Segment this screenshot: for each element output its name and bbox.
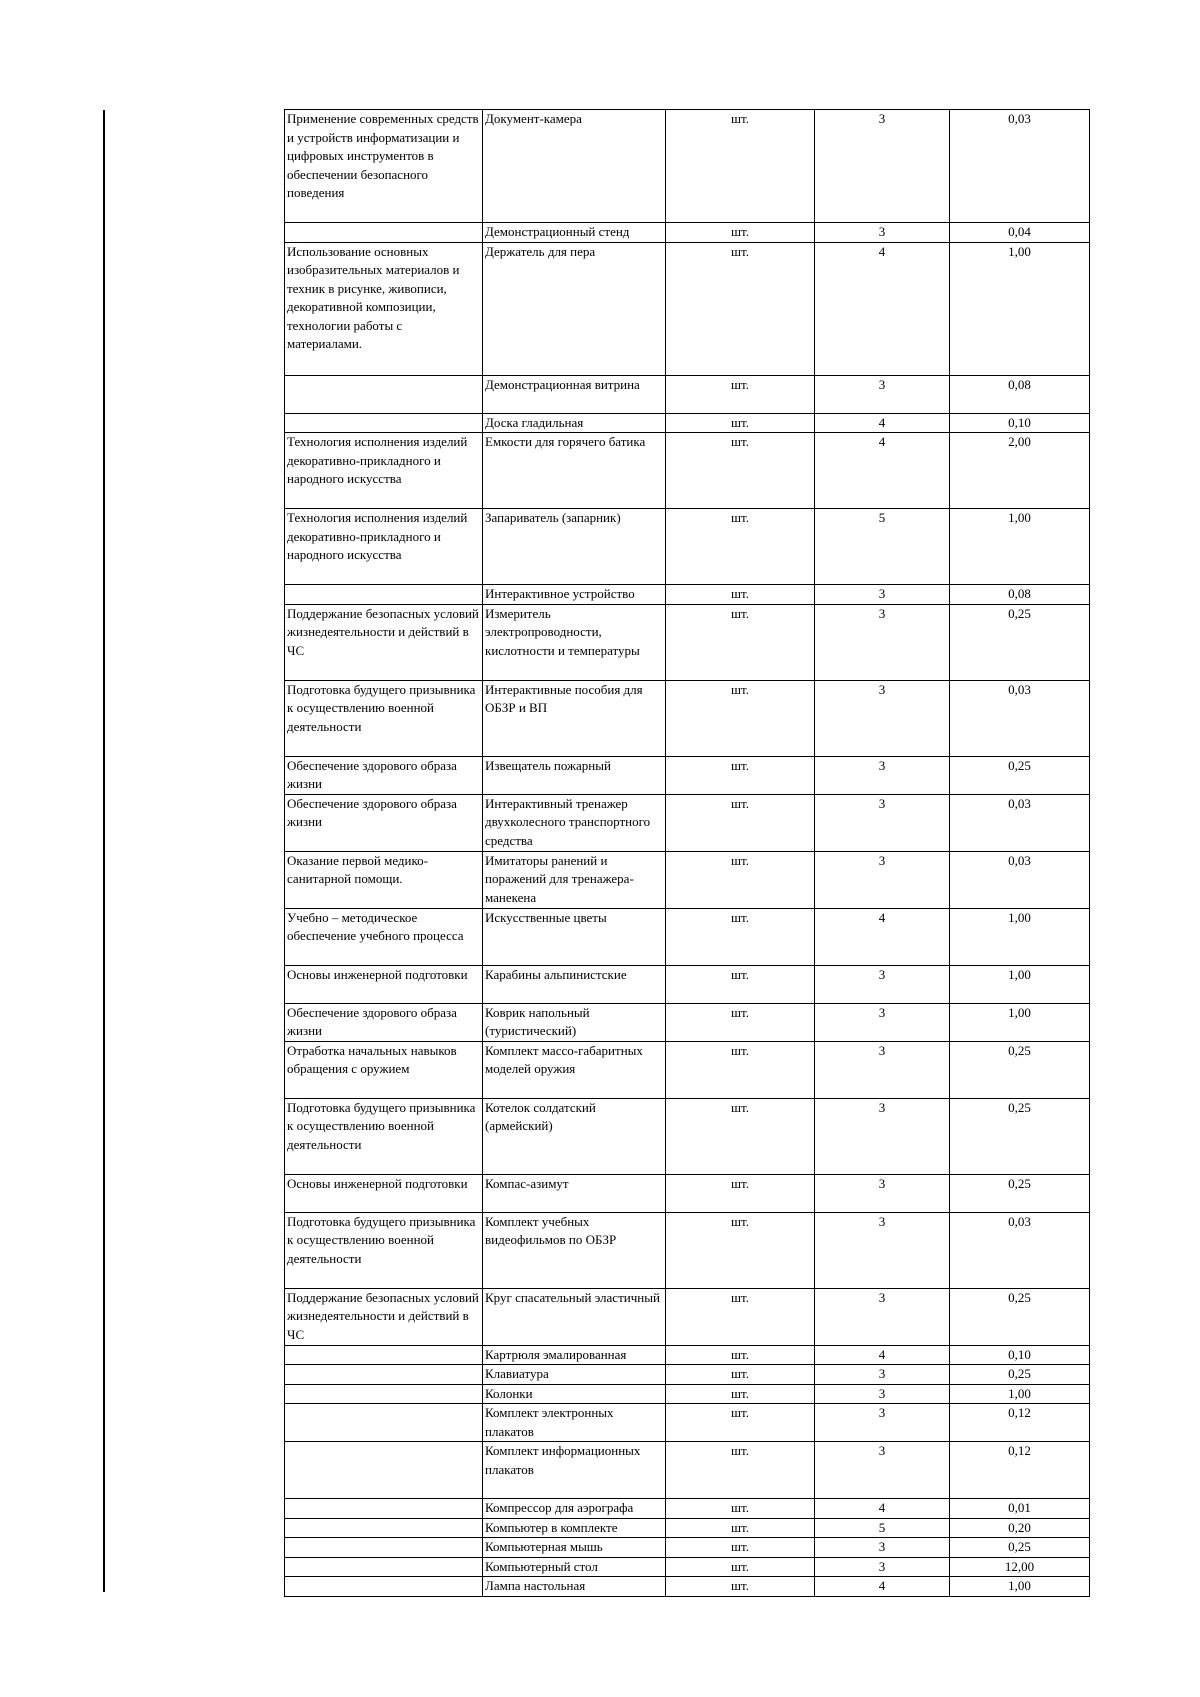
topic-cell: Оказание первой медико-санитарной помощи. — [285, 851, 483, 908]
topic-cell: Обеспечение здорового образа жизни — [285, 756, 483, 794]
value-cell: 1,00 — [950, 242, 1090, 375]
quantity-cell: 4 — [815, 1577, 950, 1597]
value-cell: 0,03 — [950, 110, 1090, 223]
topic-cell: Технология исполнения изделий декоративно-прикладного и народного искусства — [285, 433, 483, 509]
value-cell: 0,10 — [950, 413, 1090, 433]
table-row — [285, 585, 1090, 605]
quantity-cell: 3 — [815, 604, 950, 680]
item-cell: Компьютер в комплекте — [483, 1518, 666, 1538]
unit-cell: шт. — [666, 1212, 815, 1288]
item-cell: Документ-камера — [483, 110, 666, 223]
topic-cell — [285, 1404, 483, 1442]
quantity-cell: 4 — [815, 1345, 950, 1365]
quantity-cell: 4 — [815, 242, 950, 375]
table-row — [285, 1365, 1090, 1385]
item-cell: Компьютерный стол — [483, 1557, 666, 1577]
table-row — [285, 110, 1090, 223]
table-row — [285, 1518, 1090, 1538]
table-row — [285, 680, 1090, 756]
unit-cell: шт. — [666, 1518, 815, 1538]
unit-cell: шт. — [666, 1384, 815, 1404]
topic-cell — [285, 1365, 483, 1385]
value-cell: 0,25 — [950, 1288, 1090, 1345]
topic-cell — [285, 413, 483, 433]
value-cell: 0,25 — [950, 1365, 1090, 1385]
quantity-cell: 3 — [815, 1003, 950, 1041]
item-cell: Демонстрационная витрина — [483, 375, 666, 413]
quantity-cell: 3 — [815, 1404, 950, 1442]
unit-cell: шт. — [666, 413, 815, 433]
value-cell: 1,00 — [950, 1003, 1090, 1041]
unit-cell: шт. — [666, 1499, 815, 1519]
unit-cell: шт. — [666, 1404, 815, 1442]
value-cell: 0,08 — [950, 375, 1090, 413]
topic-cell: Подготовка будущего призывника к осуществлению военной деятельности — [285, 680, 483, 756]
unit-cell: шт. — [666, 1365, 815, 1385]
value-cell: 1,00 — [950, 965, 1090, 1003]
item-cell: Компьютерная мышь — [483, 1538, 666, 1558]
table-row — [285, 1577, 1090, 1597]
unit-cell: шт. — [666, 1003, 815, 1041]
table-row — [285, 223, 1090, 243]
topic-cell: Технология исполнения изделий декоративно-прикладного и народного искусства — [285, 509, 483, 585]
unit-cell: шт. — [666, 509, 815, 585]
item-cell: Демонстрационный стенд — [483, 223, 666, 243]
topic-cell: Отработка начальных навыков обращения с оружием — [285, 1041, 483, 1098]
unit-cell: шт. — [666, 1442, 815, 1499]
item-cell: Компрессор для аэрографа — [483, 1499, 666, 1519]
topic-cell — [285, 1499, 483, 1519]
table-row — [285, 413, 1090, 433]
value-cell: 1,00 — [950, 509, 1090, 585]
item-cell: Котелок солдатский (армейский) — [483, 1098, 666, 1174]
unit-cell: шт. — [666, 433, 815, 509]
table-row — [285, 375, 1090, 413]
quantity-cell: 3 — [815, 851, 950, 908]
item-cell: Имитаторы ранений и поражений для тренажера-манекена — [483, 851, 666, 908]
topic-cell — [285, 1442, 483, 1499]
unit-cell: шт. — [666, 1174, 815, 1212]
topic-cell — [285, 1518, 483, 1538]
quantity-cell: 4 — [815, 433, 950, 509]
item-cell: Емкости для горячего батика — [483, 433, 666, 509]
value-cell: 12,00 — [950, 1557, 1090, 1577]
topic-cell — [285, 1577, 483, 1597]
topic-cell — [285, 585, 483, 605]
unit-cell: шт. — [666, 1577, 815, 1597]
value-cell: 0,03 — [950, 851, 1090, 908]
unit-cell: шт. — [666, 756, 815, 794]
unit-cell: шт. — [666, 1557, 815, 1577]
value-cell: 0,03 — [950, 680, 1090, 756]
quantity-cell: 3 — [815, 375, 950, 413]
item-cell: Измеритель электропроводности, кислотности и температуры — [483, 604, 666, 680]
table-row — [285, 965, 1090, 1003]
item-cell: Компас-азимут — [483, 1174, 666, 1212]
value-cell: 0,25 — [950, 1041, 1090, 1098]
quantity-cell: 4 — [815, 1499, 950, 1519]
topic-cell: Обеспечение здорового образа жизни — [285, 794, 483, 851]
unit-cell: шт. — [666, 794, 815, 851]
value-cell: 2,00 — [950, 433, 1090, 509]
item-cell: Комплект информационных плакатов — [483, 1442, 666, 1499]
table-row — [285, 604, 1090, 680]
value-cell: 0,25 — [950, 1174, 1090, 1212]
value-cell: 0,03 — [950, 1212, 1090, 1288]
topic-cell — [285, 1384, 483, 1404]
item-cell: Круг спасательный эластичный — [483, 1288, 666, 1345]
item-cell: Извещатель пожарный — [483, 756, 666, 794]
value-cell: 0,12 — [950, 1404, 1090, 1442]
topic-cell — [285, 1557, 483, 1577]
value-cell: 0,25 — [950, 1538, 1090, 1558]
quantity-cell: 5 — [815, 1518, 950, 1538]
quantity-cell: 3 — [815, 1098, 950, 1174]
unit-cell: шт. — [666, 242, 815, 375]
value-cell: 0,01 — [950, 1499, 1090, 1519]
unit-cell: шт. — [666, 908, 815, 965]
table-row — [285, 1384, 1090, 1404]
value-cell: 0,12 — [950, 1442, 1090, 1499]
item-cell: Доска гладильная — [483, 413, 666, 433]
unit-cell: шт. — [666, 1098, 815, 1174]
item-cell: Интерактивное устройство — [483, 585, 666, 605]
topic-cell: Обеспечение здорового образа жизни — [285, 1003, 483, 1041]
unit-cell: шт. — [666, 585, 815, 605]
quantity-cell: 3 — [815, 223, 950, 243]
table-row — [285, 1288, 1090, 1345]
table-row — [285, 1003, 1090, 1041]
table-row — [285, 756, 1090, 794]
item-cell: Картрюля эмалированная — [483, 1345, 666, 1365]
value-cell: 0,25 — [950, 604, 1090, 680]
table-row — [285, 794, 1090, 851]
quantity-cell: 3 — [815, 1557, 950, 1577]
topic-cell: Основы инженерной подготовки — [285, 1174, 483, 1212]
quantity-cell: 3 — [815, 1384, 950, 1404]
table-row — [285, 1212, 1090, 1288]
table-row — [285, 433, 1090, 509]
left-margin-rule — [103, 110, 105, 1592]
unit-cell: шт. — [666, 965, 815, 1003]
value-cell: 1,00 — [950, 1384, 1090, 1404]
topic-cell — [285, 1345, 483, 1365]
value-cell: 0,20 — [950, 1518, 1090, 1538]
table-row — [285, 851, 1090, 908]
quantity-cell: 3 — [815, 1174, 950, 1212]
quantity-cell: 3 — [815, 965, 950, 1003]
topic-cell: Учебно – методическое обеспечение учебного процесса — [285, 908, 483, 965]
unit-cell: шт. — [666, 110, 815, 223]
topic-cell: Поддержание безопасных условий жизнедеятельности и действий в ЧС — [285, 1288, 483, 1345]
value-cell: 0,25 — [950, 1098, 1090, 1174]
table-row — [285, 908, 1090, 965]
table-row — [285, 1098, 1090, 1174]
item-cell: Интерактивные пособия для ОБЗР и ВП — [483, 680, 666, 756]
quantity-cell: 3 — [815, 680, 950, 756]
table-row — [285, 509, 1090, 585]
item-cell: Колонки — [483, 1384, 666, 1404]
item-cell: Держатель для пера — [483, 242, 666, 375]
item-cell: Коврик напольный (туристический) — [483, 1003, 666, 1041]
value-cell: 1,00 — [950, 908, 1090, 965]
unit-cell: шт. — [666, 1538, 815, 1558]
unit-cell: шт. — [666, 1041, 815, 1098]
value-cell: 0,04 — [950, 223, 1090, 243]
unit-cell: шт. — [666, 1345, 815, 1365]
table-row — [285, 1174, 1090, 1212]
quantity-cell: 4 — [815, 413, 950, 433]
value-cell: 0,25 — [950, 756, 1090, 794]
topic-cell: Применение современных средств и устройств информатизации и цифровых инструментов в обеспечении безопасного поведения — [285, 110, 483, 223]
table-row — [285, 1538, 1090, 1558]
table-row — [285, 1345, 1090, 1365]
topic-cell — [285, 1538, 483, 1558]
item-cell: Карабины альпинистские — [483, 965, 666, 1003]
topic-cell: Поддержание безопасных условий жизнедеятельности и действий в ЧС — [285, 604, 483, 680]
equipment-table — [284, 109, 1090, 1597]
table-row — [285, 1557, 1090, 1577]
table-row — [285, 1442, 1090, 1499]
topic-cell: Подготовка будущего призывника к осуществлению военной деятельности — [285, 1212, 483, 1288]
table-row — [285, 242, 1090, 375]
unit-cell: шт. — [666, 851, 815, 908]
value-cell: 0,03 — [950, 794, 1090, 851]
topic-cell — [285, 375, 483, 413]
item-cell: Запариватель (запарник) — [483, 509, 666, 585]
topic-cell: Использование основных изобразительных материалов и техник в рисунке, живописи, декоративной композиции, технологии работы с материалами. — [285, 242, 483, 375]
item-cell: Комплект учебных видеофильмов по ОБЗР — [483, 1212, 666, 1288]
quantity-cell: 3 — [815, 1365, 950, 1385]
quantity-cell: 3 — [815, 1442, 950, 1499]
quantity-cell: 3 — [815, 794, 950, 851]
quantity-cell: 3 — [815, 585, 950, 605]
topic-cell — [285, 223, 483, 243]
quantity-cell: 3 — [815, 1288, 950, 1345]
unit-cell: шт. — [666, 223, 815, 243]
unit-cell: шт. — [666, 375, 815, 413]
quantity-cell: 3 — [815, 1538, 950, 1558]
quantity-cell: 3 — [815, 1212, 950, 1288]
quantity-cell: 5 — [815, 509, 950, 585]
item-cell: Искусственные цветы — [483, 908, 666, 965]
item-cell: Клавиатура — [483, 1365, 666, 1385]
table-row — [285, 1499, 1090, 1519]
quantity-cell: 3 — [815, 110, 950, 223]
value-cell: 0,10 — [950, 1345, 1090, 1365]
item-cell: Лампа настольная — [483, 1577, 666, 1597]
value-cell: 0,08 — [950, 585, 1090, 605]
unit-cell: шт. — [666, 1288, 815, 1345]
table-row — [285, 1404, 1090, 1442]
item-cell: Интерактивный тренажер двухколесного транспортного средства — [483, 794, 666, 851]
unit-cell: шт. — [666, 680, 815, 756]
topic-cell: Основы инженерной подготовки — [285, 965, 483, 1003]
quantity-cell: 3 — [815, 1041, 950, 1098]
quantity-cell: 4 — [815, 908, 950, 965]
topic-cell: Подготовка будущего призывника к осуществлению военной деятельности — [285, 1098, 483, 1174]
item-cell: Комплект электронных плакатов — [483, 1404, 666, 1442]
item-cell: Комплект массо-габаритных моделей оружия — [483, 1041, 666, 1098]
table-row — [285, 1041, 1090, 1098]
value-cell: 1,00 — [950, 1577, 1090, 1597]
quantity-cell: 3 — [815, 756, 950, 794]
unit-cell: шт. — [666, 604, 815, 680]
